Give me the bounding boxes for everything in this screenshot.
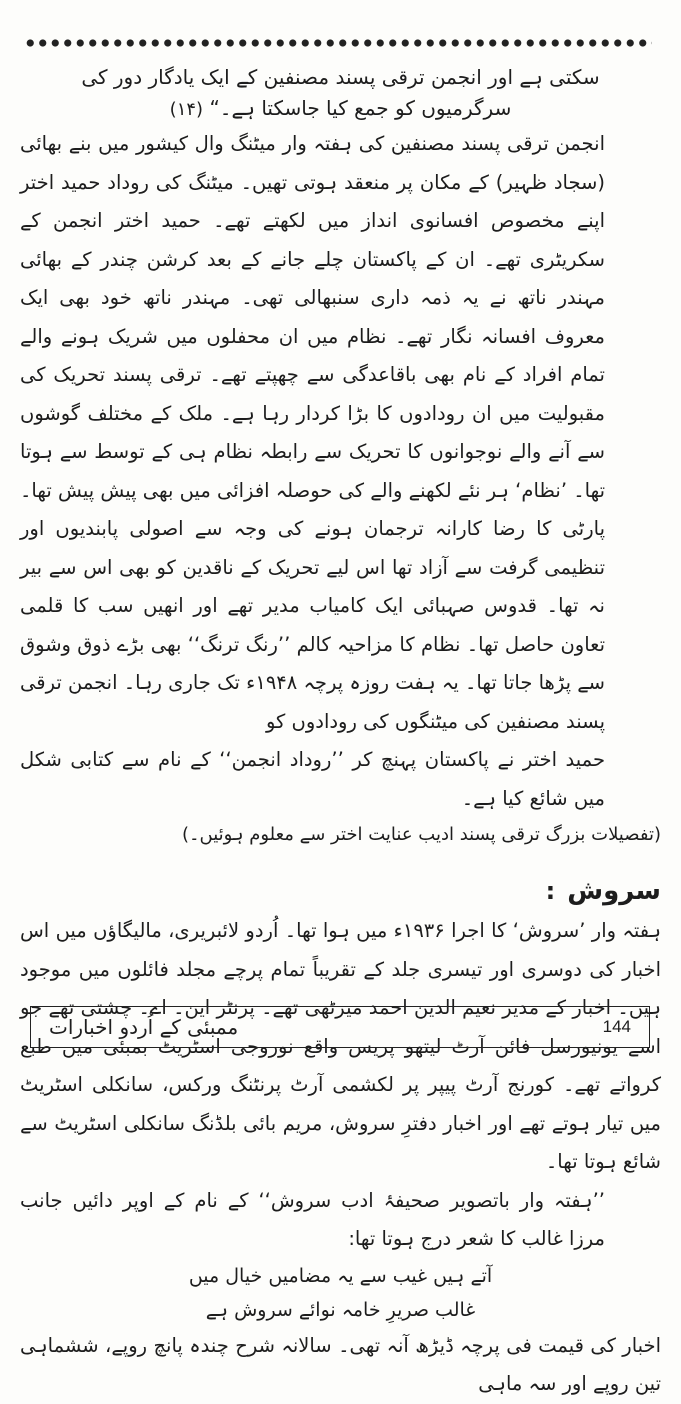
- paragraph-masthead: ’’ہفتہ وار باتصویر صحیفۂ ادب سروش‘‘ کے نام کے اوپر دائیں جانب مرزا غالب کا شعر درج ہوتا تھا:: [20, 1188, 605, 1250]
- page-content: [20, 62, 661, 1404]
- quote-line-text: سرگرمیوں کو جمع کیا جاسکتا ہے۔“: [209, 96, 512, 120]
- verse-line: آتے ہیں غیب سے یہ مضامیں خیال میں: [188, 1264, 493, 1287]
- quote-line: سکتی ہے اور انجمن ترقی پسند مصنفین کے ایک یادگار دور کی: [81, 65, 600, 89]
- verse-couplet: [20, 1259, 661, 1327]
- section-heading: [20, 870, 661, 912]
- section-heading-colon: :: [545, 877, 556, 905]
- paragraph-hameed: حمید اختر نے پاکستان پہنچ کر ’’روداد انجمن‘‘ کے نام سے کتابی شکل میں شائع کیا ہے۔: [20, 748, 605, 810]
- page-number: 144: [602, 1017, 631, 1036]
- book-title: ممبئی کے اُردو اخبارات: [49, 1015, 239, 1039]
- verse-line: غالب صریرِ خامہ نوائے سروش ہے: [205, 1298, 476, 1321]
- quote-block: [20, 62, 661, 125]
- paragraph-anjuman: انجمن ترقی پسند مصنفین کی ہفتہ وار میٹنگ وال کیشور میں بنے بھائی (سجاد ظہیر) کے مکان پر منعقد ہوتی تھیں۔ میٹنگ کی روداد حمید اختر اپنے مخصوص افسانوی انداز میں لکھتے تھے۔ حمید اختر انجمن کے سکریٹری تھے۔ ان کے پاکستان چلے جانے کے بعد کرشن چندر کے بھائی مہندر ناتھ نے یہ ذمہ داری سنبھالی تھی۔ مہندر ناتھ خود بھی ایک معروف افسانہ نگار تھے۔ نظام میں ان محفلوں میں شریک ہونے والے تمام افراد کے نام بھی باقاعدگی سے چھپتے تھے۔ ترقی پسند تحریک کی مقبولیت میں ان رودادوں کا بڑا کردار رہا ہے۔ ملک کے مختلف گوشوں سے آنے والے نوجوانوں کا تحریک سے رابطہ نظام ہی کے توسط سے ہوتا تھا۔ ’نظام‘ ہر نئے لکھنے والے کی حوصلہ افزائی میں بھی پیش پیش تھا۔ پارٹی کا رضا کارانہ ترجمان ہونے کی وجہ سے اصولی پابندیوں اور تنظیمی گرفت سے آزاد تھا اس لیے تحریک کے ناقدین کو بھی اس سے بیر نہ تھا۔ قدوس صہبائی ایک کامیاب مدیر تھے اور انھیں سب کا قلمی تعاون حاصل تھا۔ نظام کا مزاحیہ کالم ’’رنگ ترنگ‘‘ بھی بڑے ذوق وشوق سے پڑھا جاتا تھا۔ یہ ہفت روزہ پرچہ ۱۹۴۸ء تک جاری رہا۔ انجمن ترقی پسند مصنفین کی میٹنگوں کی رودادوں کو: [20, 132, 605, 733]
- source-note: (تفصیلات بزرگ ترقی پسند ادیب عنایت اختر سے معلوم ہوئیں۔): [181, 824, 661, 845]
- quote-line: [20, 93, 661, 125]
- ornamental-dotted-rule: [24, 38, 652, 48]
- paragraph-price: اخبار کی قیمت فی پرچہ ڈیڑھ آنہ تھی۔ سالانہ شرح چندہ پانچ روپے، ششماہی تین روپے اور سہ ماہی: [20, 1333, 661, 1395]
- footnote-reference: (۱۴): [169, 99, 204, 120]
- running-footer: [30, 1006, 650, 1048]
- paragraph-sarosh: ہفتہ وار ’سروش‘ کا اجرا ۱۹۳۶ء میں ہوا تھا۔ اُردو لائبریری، مالیگاؤں میں اس اخبار کی دوسری اور تیسری جلد کے تقریباً تمام پرچے مجلد فائلوں میں موجود ہیں۔ اخبار کے مدیر نعیم الدین احمد میرٹھی تھے۔ پرنٹر این۔ اے۔ چشتی تھے جو اسے یونیورسل فائن آرٹ لیتھو پریس واقع نوروجی اسٹریٹ بمبئی میں طبع کرواتے تھے۔ کورنج آرٹ پیپر پر لکشمی آرٹ پرنٹنگ ورکس، سانکلی اسٹریٹ میں تیار ہوتے تھے اور اخبار دفترِ سروش، مریم بائی بلڈنگ سانکلی اسٹریٹ سے شائع ہوتا تھا۔: [20, 919, 661, 1173]
- section-heading-title: سروش: [567, 876, 661, 906]
